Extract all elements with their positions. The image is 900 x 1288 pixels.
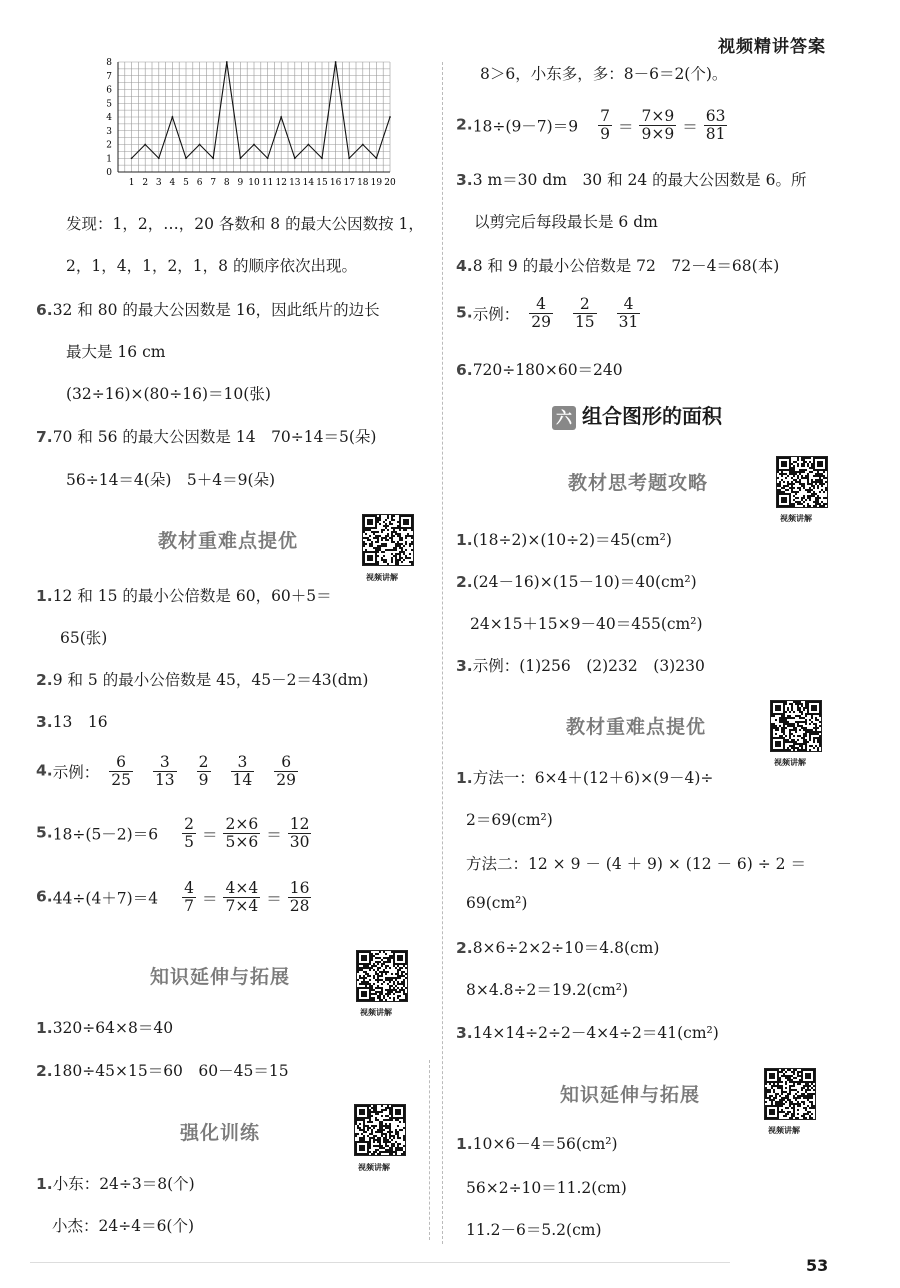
line-chart [88,54,398,194]
section-heading: 知识延伸与拓展 [150,966,291,988]
q-number: 3. [36,713,53,731]
qr-label: 视频讲解 [768,1126,800,1135]
data-point [376,157,378,159]
qr-code-icon[interactable] [776,456,828,508]
s1q6-line [36,880,317,915]
r-c1-line-2: 56×2÷10＝11.2(cm) [466,1179,627,1197]
data-point [280,116,282,118]
qr-code-icon[interactable] [770,700,822,752]
data-point [131,157,133,159]
r-q5-line [456,296,650,331]
q-number: 1. [456,531,473,549]
data-point [172,116,174,118]
fraction [288,816,312,851]
denominator: 28 [289,897,310,915]
r-c1-line-3: 11.2－6＝5.2(cm) [466,1221,602,1239]
s1q3-line [36,710,108,732]
y-tick-label: 8 [106,58,112,68]
x-tick-label: 15 [316,178,328,188]
r-c1-line-1 [456,1132,618,1154]
r-q5-text: 示例： [472,305,520,324]
denominator: 81 [705,125,726,143]
r-b1-line-1 [456,766,713,788]
x-tick-label: 7 [210,178,217,188]
s1q2-line [36,668,368,690]
data-point [240,157,242,159]
data-point [348,157,350,159]
section-heading: 强化训练 [180,1122,261,1144]
fraction-group [519,295,650,331]
r-q3-text: 3 m＝30 dm 30 和 24 的最大公因数是 6。所 [472,171,807,189]
qr-label: 视频讲解 [366,573,398,582]
equals-sign: ＝ [682,117,698,136]
x-tick-label: 10 [248,178,260,188]
s2q2-line [36,1059,289,1081]
x-tick-label: 20 [384,178,396,188]
r-b2-text: 8×6÷2×2÷10＝4.8(cm) [472,939,660,957]
qr-code-icon[interactable] [356,950,408,1002]
r-q6-line [456,358,623,380]
r-top-line: 8＞6，小东多，多：8－6＝2(个)。 [480,65,728,83]
r-b1-text: 方法一：6×4＋(12＋6)×(9－4)÷ [472,769,714,787]
r-a3-line [456,654,705,676]
denominator: 25 [111,771,131,789]
s2q1-line [36,1016,173,1038]
r-b3-line [456,1021,719,1043]
q-number: 1. [456,1135,473,1153]
x-tick-label: 4 [169,178,176,188]
q-number: 6. [456,361,473,379]
section-heading: 教材重难点提优 [566,716,707,738]
denominator: 9×9 [641,125,675,143]
y-tick-label: 7 [106,71,112,82]
numerator: 12 [289,815,310,833]
r-b2-line-2: 8×4.8÷2＝19.2(cm²) [466,981,629,999]
fraction [617,296,641,331]
fraction [529,296,553,331]
r-b1-line-3: 方法二：12 × 9 － (4 ＋ 9) × (12 － 6) ÷ 2 ＝ [466,855,806,873]
data-point [185,157,187,159]
r-a1-line [456,528,672,550]
discover-line-1: 发现：1，2，…，20 各数和 8 的最大公因数按 1， [66,215,424,233]
numerator: 7×9 [641,107,675,125]
data-point [253,144,255,146]
y-tick-label: 0 [106,168,112,178]
q6-text: 32 和 80 的最大公因数是 16，因此纸片的边长 [52,301,380,319]
r-q6-text: 720÷180×60＝240 [472,361,623,379]
r-q2-line [456,108,733,143]
section-heading: 教材重难点提优 [158,530,299,552]
q-number: 1. [36,587,53,605]
section-heading: 知识延伸与拓展 [560,1084,701,1106]
fraction-group [176,815,317,851]
q6-line-2: 最大是 16 cm [66,343,166,361]
qr-code-icon[interactable] [764,1068,816,1120]
y-tick-label: 3 [106,126,112,137]
data-point [226,61,228,63]
fraction [109,754,133,789]
numerator: 6 [109,754,133,772]
q-number: 2. [456,573,473,591]
equals-sign: ＝ [266,825,282,844]
r-q3-line-1 [456,168,806,190]
data-point [212,157,214,159]
r-a2-text: (24－16)×(15－10)＝40(cm²) [472,573,697,591]
q7-line-2: 56÷14＝4(朵) 5＋4＝9(朵) [66,471,276,489]
r-a1-text: (18÷2)×(10÷2)＝45(cm²) [472,531,672,549]
fraction [197,754,211,789]
fraction [153,754,177,789]
q6-line-1 [36,298,380,320]
r-q4-line [456,254,779,276]
data-point [362,144,364,146]
x-tick-label: 16 [329,178,342,188]
fraction [288,880,312,915]
denominator: 5 [184,833,194,851]
fraction [274,754,298,789]
q-number: 2. [456,115,473,134]
x-tick-label: 12 [275,178,287,188]
q-number: 7. [36,428,53,446]
data-point [294,157,296,159]
numerator: 2×6 [225,815,259,833]
s3q1-line-2: 小杰：24÷4＝6(个) [52,1217,195,1235]
denominator: 14 [232,771,253,789]
r-b3-text: 14×14÷2÷2－4×4÷2＝41(cm²) [472,1024,719,1042]
numerator: 2 [198,753,209,771]
page-number: 53 [806,1256,829,1275]
equals-sign: ＝ [617,117,634,136]
footer-rule [30,1262,730,1263]
qr-label: 视频讲解 [780,514,812,523]
q-number: 2. [456,939,473,957]
q-number: 6. [36,887,53,906]
numerator: 2 [573,296,597,314]
r-c1-text: 10×6－4＝56(cm²) [472,1135,618,1153]
denominator: 13 [154,771,175,789]
q-number: 1. [36,1175,53,1193]
y-tick-label: 6 [106,85,112,96]
denominator: 30 [289,833,310,851]
discover-line-2: 2，1，4，1，2，1，8 的顺序依次出现。 [66,257,357,275]
data-point [199,144,201,146]
data-point [308,144,310,146]
x-tick-label: 6 [196,178,203,188]
denominator: 7×4 [225,897,259,915]
s1q5-line [36,816,317,851]
q-number: 4. [36,761,53,780]
fraction [223,816,260,851]
q6-line-3: (32÷16)×(80÷16)＝10(张) [66,385,271,403]
denominator: 29 [531,313,551,331]
q-number: 3. [456,1024,473,1042]
q-number: 3. [456,657,473,675]
r-q3-line-2: 以剪完后每段最长是 6 dm [474,213,658,231]
q7-line-1 [36,425,376,447]
q-number: 4. [456,257,473,275]
numerator: 3 [231,754,255,772]
r-q4-text: 8 和 9 的最小公倍数是 72 72－4＝68(本) [472,257,780,275]
fraction-group [99,753,308,789]
q-number: 5. [36,823,53,842]
fraction-group [176,879,317,915]
qr-label: 视频讲解 [358,1163,390,1172]
section-heading: 教材思考题攻略 [568,472,709,494]
q-number: 6. [36,301,53,319]
qr-code-icon[interactable] [354,1104,406,1156]
denominator: 9 [600,125,610,143]
data-point [144,144,146,146]
column-divider-lower [429,1060,430,1240]
equals-sign: ＝ [266,889,282,908]
r-a2-line-2: 24×15＋15×9－40＝455(cm²) [470,615,703,633]
x-tick-label: 18 [357,178,369,188]
q7-text: 70 和 56 的最大公因数是 14 70÷14＝5(朵) [52,428,377,446]
data-point [321,157,323,159]
s1q3-text: 13 16 [52,713,108,731]
qr-label: 视频讲解 [360,1008,392,1017]
q-number: 2. [36,1062,53,1080]
numerator: 4 [529,296,553,314]
data-point [267,157,269,159]
qr-code-icon[interactable] [362,514,414,566]
q-number: 3. [456,171,473,189]
fraction-group [592,107,733,143]
numerator: 63 [705,107,726,125]
numerator: 16 [289,879,310,897]
x-tick-label: 13 [289,178,301,188]
equals-sign: ＝ [201,889,218,908]
numerator: 6 [274,754,298,772]
s2q2-text: 180÷45×15＝60 60－45＝15 [52,1062,289,1080]
x-tick-label: 11 [261,178,274,188]
r-b2-line-1 [456,936,659,958]
unit-heading [552,400,722,430]
numerator: 3 [153,754,177,772]
s1q4-line [36,754,308,789]
numerator: 2 [184,815,194,833]
r-b1-line-4: 69(cm²) [466,894,528,912]
x-tick-label: 14 [302,178,315,188]
fraction [704,108,728,143]
q-number: 1. [36,1019,53,1037]
equals-sign: ＝ [201,825,218,844]
x-tick-label: 17 [343,178,355,188]
q-number: 2. [36,671,53,689]
x-tick-label: 3 [155,178,162,188]
denominator: 15 [574,313,595,331]
y-tick-label: 4 [106,113,112,123]
fraction [223,880,260,915]
fraction [639,108,676,143]
x-tick-label: 8 [223,178,230,188]
numerator: 7 [600,107,610,125]
x-tick-label: 5 [183,178,189,188]
data-point [335,61,337,63]
r-b1-line-2: 2＝69(cm²) [466,811,553,829]
r-a3-text: 示例：(1)256 (2)232 (3)230 [472,657,705,675]
s2q1-text: 320÷64×8＝40 [52,1019,174,1037]
y-tick-label: 1 [106,154,112,165]
unit-badge: 六 [552,406,576,430]
fraction [182,880,196,915]
y-tick-label: 2 [106,140,112,151]
s3q1-text: 小东：24÷3＝8(个) [52,1175,195,1193]
y-tick-label: 5 [106,99,112,110]
data-point [389,116,391,118]
x-tick-label: 9 [237,178,244,188]
s1q2-text: 9 和 5 的最小公倍数是 45，45－2＝43(dm) [52,671,369,689]
denominator: 5×6 [225,833,259,851]
r-q2-text: 18÷(9－7)＝9 [472,117,579,136]
s1q5-text: 18÷(5－2)＝6 [52,825,159,844]
s3q1-line-1 [36,1172,195,1194]
s1q1-line-2: 65(张) [60,629,108,647]
denominator: 9 [198,771,209,789]
s1q6-text: 44÷(4＋7)＝4 [52,889,159,908]
fraction [573,296,597,331]
s1q1-line-1 [36,584,332,606]
s1q1-text: 12 和 15 的最小公倍数是 60，60＋5＝ [52,587,332,605]
fraction [598,108,612,143]
numerator: 4 [617,296,641,314]
x-tick-label: 1 [128,178,135,188]
data-point [158,157,160,159]
qr-label: 视频讲解 [774,758,806,767]
q-number: 5. [456,303,473,322]
denominator: 7 [184,897,194,915]
s1q4-text: 示例： [52,763,100,782]
unit-title: 组合图形的面积 [582,404,722,428]
column-divider [442,62,443,1244]
x-tick-label: 2 [142,178,149,188]
header-title: 视频精讲答案 [718,37,826,57]
r-a2-line-1 [456,570,697,592]
denominator: 29 [276,771,297,789]
x-tick-label: 19 [370,178,383,188]
q-number: 1. [456,769,473,787]
fraction [231,754,255,789]
fraction [182,816,196,851]
denominator: 31 [618,313,639,331]
numerator: 4×4 [225,879,259,897]
numerator: 4 [184,879,194,897]
